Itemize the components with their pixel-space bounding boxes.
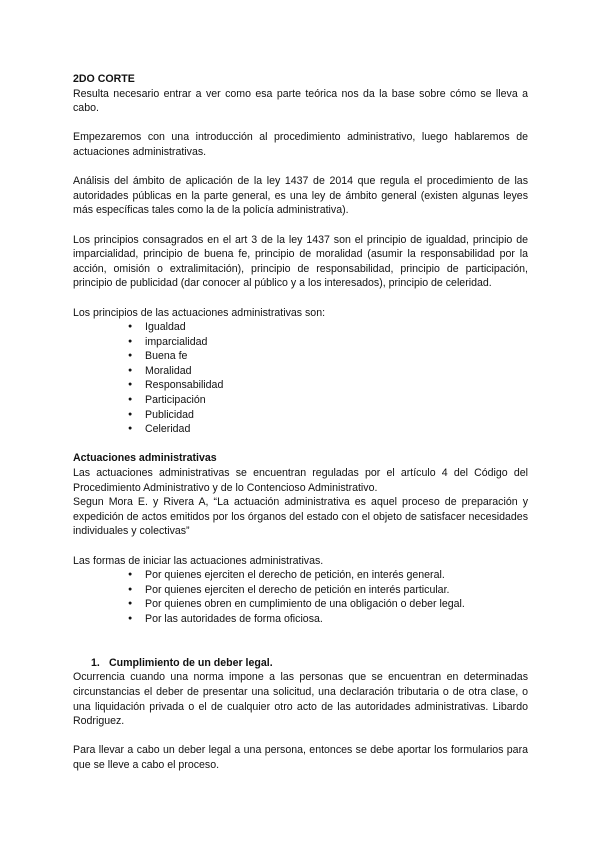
paragraph-introduction: Empezaremos con una introducción al procedimiento administrativo, luego hablaremos de actuaciones administrativas. bbox=[73, 131, 528, 158]
section-paragraph-regulation: Las actuaciones administrativas se encuentran reguladas por el artículo 4 del Código del Procedimiento Administrativo y de lo Contencioso Administrativo. bbox=[73, 467, 528, 494]
section-heading: Actuaciones administrativas bbox=[73, 452, 217, 465]
principles-list bbox=[73, 320, 528, 437]
principles-intro: Los principios de las actuaciones administrativas son: bbox=[73, 306, 326, 319]
document-body bbox=[73, 72, 528, 773]
numbered-paragraph-process: Para llevar a cabo un deber legal a una persona, entonces se debe aportar los formularios para que se lleve a cabo el proceso. bbox=[73, 744, 528, 771]
list-item: ● imparcialidad bbox=[73, 335, 528, 350]
paragraph-ambito: Análisis del ámbito de aplicación de la ley 1437 de 2014 que regula el procedimiento de las autoridades públicas en la parte general, es una ley de ámbito general (existen algunas leyes más específicas tales como la de la policía administrativa). bbox=[73, 175, 528, 217]
paragraph-principios: Los principios consagrados en el art 3 de la ley 1437 son el principio de igualdad, principio de imparcialidad, principio de buena fe, principio de moralidad (asumir la responsabilidad por la acción, omisión o extralimitación), principio de responsabilidad, principio de participación, principio de publicidad (dar conocer al público y a los interesados), principio de celeridad. bbox=[73, 233, 528, 290]
numbered-heading bbox=[73, 656, 528, 671]
list-item: ● Moralidad bbox=[73, 364, 528, 379]
numbered-paragraph-definition: Ocurrencia cuando una norma impone a las personas que se encuentran en determinadas circunstancias el deber de presentar una solicitud, una declaración tributaria o de otra clase, o una liquidación privada o el de cualquier otro acto de las autoridades administrativas. Libardo Rodriguez. bbox=[73, 671, 528, 728]
list-item: ● Por quienes ejerciten el derecho de petición en interés particular. bbox=[73, 583, 528, 598]
list-item: ● Celeridad bbox=[73, 422, 528, 437]
list-item: ● Por quienes obren en cumplimiento de una obligación o deber legal. bbox=[73, 597, 528, 612]
list-item: ● Publicidad bbox=[73, 408, 528, 423]
list-item: ● Buena fe bbox=[73, 349, 528, 364]
heading-number: 1. bbox=[91, 656, 100, 669]
section-paragraph-quote: Segun Mora E. y Rivera A, “La actuación administrativa es aquel proceso de preparación y expedición de actos emitidos por los órganos del estado con el objeto de satisfacer necesidades individuales y colectivas” bbox=[73, 496, 528, 538]
heading-text: Cumplimiento de un deber legal. bbox=[109, 656, 273, 669]
list-item: ● Responsabilidad bbox=[73, 378, 528, 393]
forms-intro: Las formas de iniciar las actuaciones administrativas. bbox=[73, 554, 324, 567]
list-item: ● Igualdad bbox=[73, 320, 528, 335]
list-item: ● Por las autoridades de forma oficiosa. bbox=[73, 612, 528, 627]
intro-paragraph: Resulta necesario entrar a ver como esa parte teórica nos da la base sobre cómo se lleva a cabo. bbox=[73, 87, 528, 115]
page-title: 2DO CORTE bbox=[73, 73, 135, 85]
list-item: ● Por quienes ejerciten el derecho de petición, en interés general. bbox=[73, 568, 528, 583]
list-item: ● Participación bbox=[73, 393, 528, 408]
forms-list bbox=[73, 568, 528, 626]
